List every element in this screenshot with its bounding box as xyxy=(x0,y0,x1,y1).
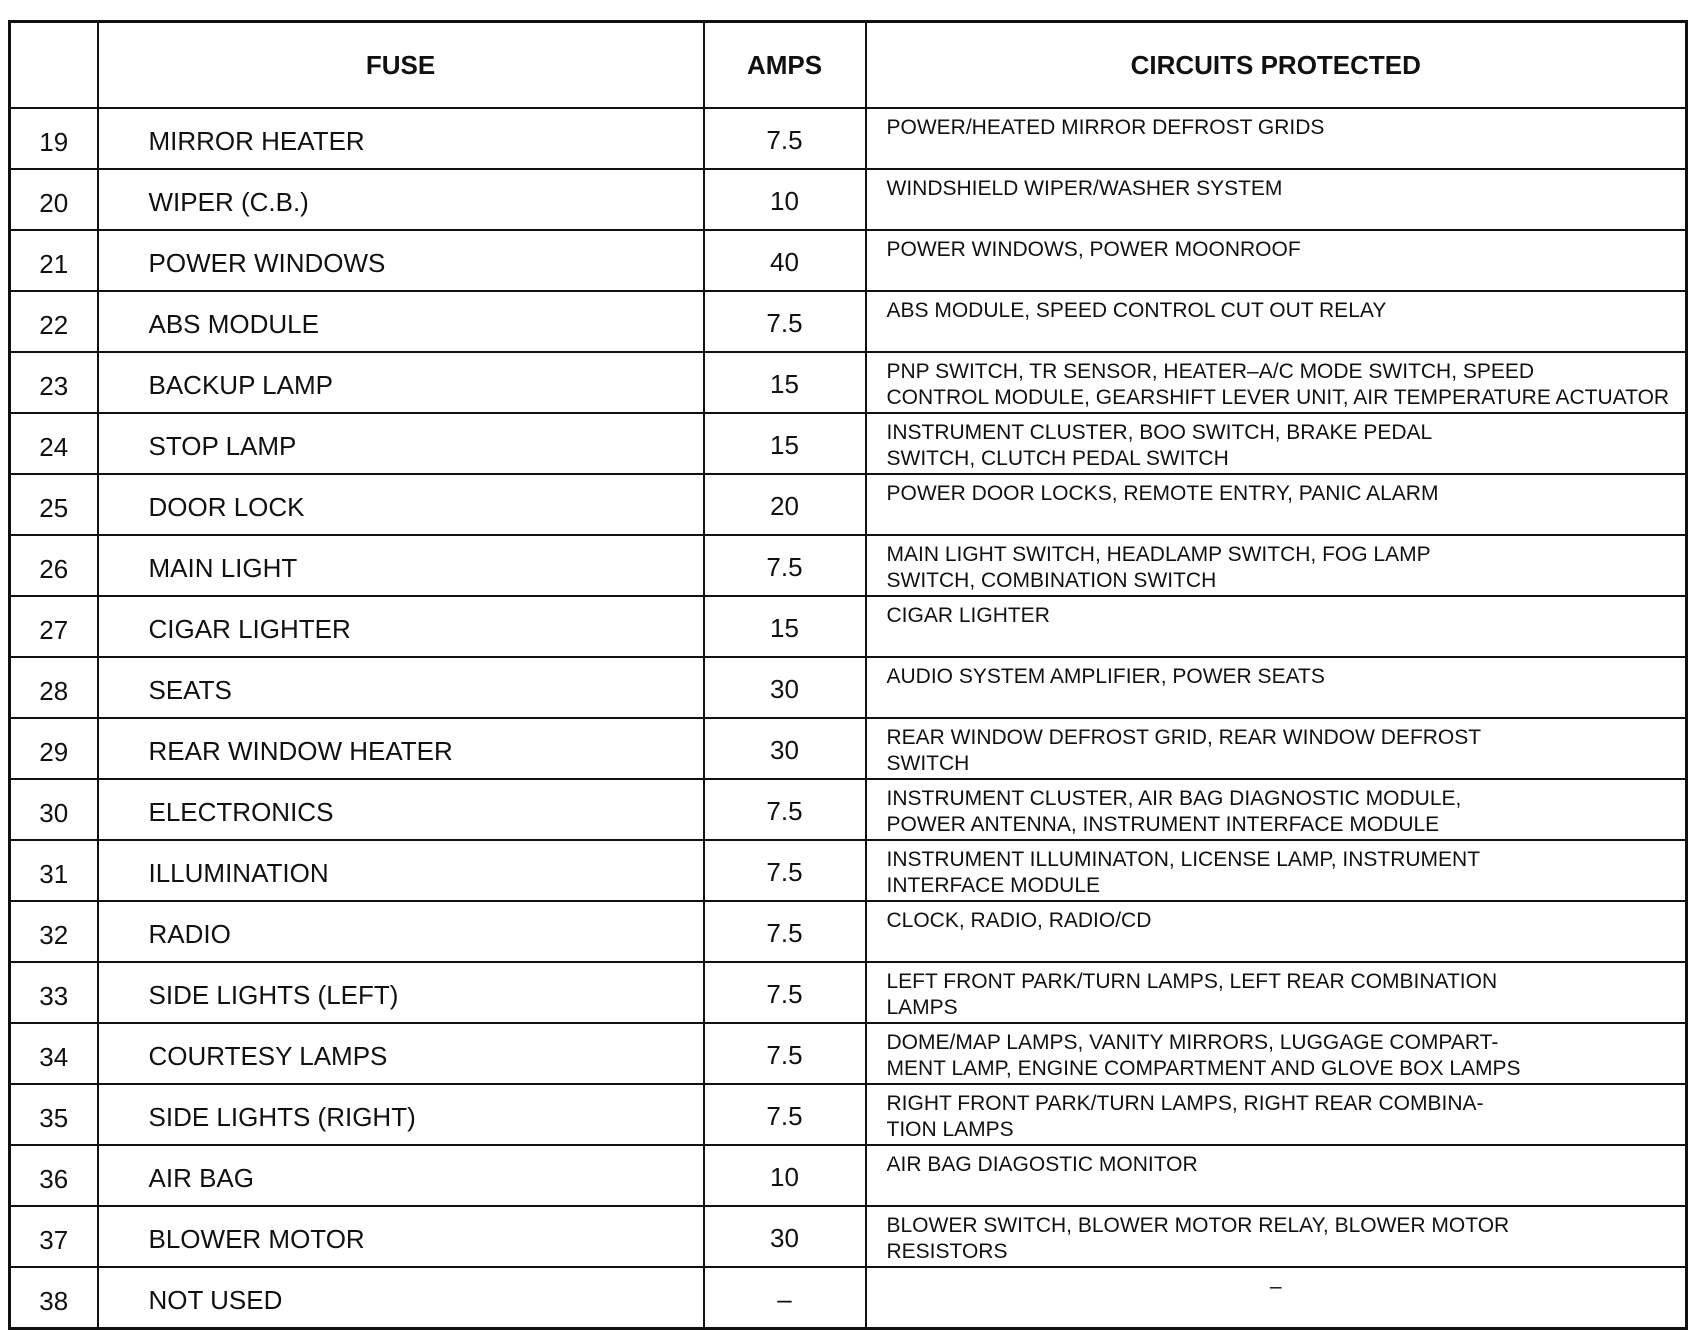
circuits-protected: INSTRUMENT CLUSTER, BOO SWITCH, BRAKE PEDAL SWITCH, CLUTCH PEDAL SWITCH xyxy=(866,413,1687,474)
fuse-amps: 30 xyxy=(704,718,866,779)
header-row xyxy=(10,22,1687,109)
fuse-amps: 15 xyxy=(704,352,866,413)
fuse-number: 23 xyxy=(10,352,98,413)
fuse-amps: 7.5 xyxy=(704,901,866,962)
fuse-name: ABS MODULE xyxy=(98,291,704,352)
fuse-amps: 20 xyxy=(704,474,866,535)
fuse-amps: – xyxy=(704,1267,866,1329)
circuits-protected: POWER DOOR LOCKS, REMOTE ENTRY, PANIC ALARM xyxy=(866,474,1687,535)
fuse-name: BACKUP LAMP xyxy=(98,352,704,413)
circuits-protected: INSTRUMENT ILLUMINATON, LICENSE LAMP, INSTRUMENT INTERFACE MODULE xyxy=(866,840,1687,901)
header-amps: AMPS xyxy=(704,22,866,109)
fuse-name: CIGAR LIGHTER xyxy=(98,596,704,657)
fuse-number: 20 xyxy=(10,169,98,230)
fuse-table xyxy=(8,20,1688,1330)
fuse-amps: 7.5 xyxy=(704,1023,866,1084)
fuse-name: SIDE LIGHTS (LEFT) xyxy=(98,962,704,1023)
fuse-number: 24 xyxy=(10,413,98,474)
fuse-number: 33 xyxy=(10,962,98,1023)
table-row xyxy=(10,535,1687,596)
circuits-protected: CLOCK, RADIO, RADIO/CD xyxy=(866,901,1687,962)
fuse-name: NOT USED xyxy=(98,1267,704,1329)
table-row xyxy=(10,962,1687,1023)
fuse-name: POWER WINDOWS xyxy=(98,230,704,291)
fuse-number: 30 xyxy=(10,779,98,840)
fuse-amps: 30 xyxy=(704,657,866,718)
header-number xyxy=(10,22,98,109)
circuits-protected: DOME/MAP LAMPS, VANITY MIRRORS, LUGGAGE COMPART- MENT LAMP, ENGINE COMPARTMENT AND GLOVE BOX LAMPS xyxy=(866,1023,1687,1084)
circuits-protected: MAIN LIGHT SWITCH, HEADLAMP SWITCH, FOG LAMP SWITCH, COMBINATION SWITCH xyxy=(866,535,1687,596)
circuits-protected: AUDIO SYSTEM AMPLIFIER, POWER SEATS xyxy=(866,657,1687,718)
circuits-protected: – xyxy=(866,1267,1687,1329)
fuse-number: 32 xyxy=(10,901,98,962)
table-row xyxy=(10,718,1687,779)
circuits-protected: LEFT FRONT PARK/TURN LAMPS, LEFT REAR COMBINATION LAMPS xyxy=(866,962,1687,1023)
fuse-name: WIPER (C.B.) xyxy=(98,169,704,230)
fuse-amps: 7.5 xyxy=(704,1084,866,1145)
fuse-number: 21 xyxy=(10,230,98,291)
table-row xyxy=(10,657,1687,718)
circuits-protected: RIGHT FRONT PARK/TURN LAMPS, RIGHT REAR COMBINA- TION LAMPS xyxy=(866,1084,1687,1145)
circuits-protected: REAR WINDOW DEFROST GRID, REAR WINDOW DEFROST SWITCH xyxy=(866,718,1687,779)
fuse-name: ILLUMINATION xyxy=(98,840,704,901)
fuse-amps: 7.5 xyxy=(704,108,866,169)
table-row xyxy=(10,901,1687,962)
table-row xyxy=(10,413,1687,474)
fuse-amps: 15 xyxy=(704,596,866,657)
circuits-protected: CIGAR LIGHTER xyxy=(866,596,1687,657)
fuse-name: STOP LAMP xyxy=(98,413,704,474)
header-circuits: CIRCUITS PROTECTED xyxy=(866,22,1687,109)
table-row xyxy=(10,596,1687,657)
fuse-number: 27 xyxy=(10,596,98,657)
table-row xyxy=(10,352,1687,413)
fuse-number: 31 xyxy=(10,840,98,901)
table-row xyxy=(10,1023,1687,1084)
fuse-amps: 10 xyxy=(704,1145,866,1206)
fuse-name: DOOR LOCK xyxy=(98,474,704,535)
fuse-name: SEATS xyxy=(98,657,704,718)
fuse-number: 35 xyxy=(10,1084,98,1145)
fuse-number: 19 xyxy=(10,108,98,169)
fuse-amps: 10 xyxy=(704,169,866,230)
table-row xyxy=(10,108,1687,169)
fuse-number: 29 xyxy=(10,718,98,779)
circuits-protected: POWER/HEATED MIRROR DEFROST GRIDS xyxy=(866,108,1687,169)
circuits-protected: INSTRUMENT CLUSTER, AIR BAG DIAGNOSTIC MODULE, POWER ANTENNA, INSTRUMENT INTERFACE MODULE xyxy=(866,779,1687,840)
fuse-amps: 7.5 xyxy=(704,291,866,352)
fuse-name: REAR WINDOW HEATER xyxy=(98,718,704,779)
fuse-amps: 7.5 xyxy=(704,779,866,840)
fuse-amps: 7.5 xyxy=(704,535,866,596)
table-row xyxy=(10,1267,1687,1329)
table-row xyxy=(10,474,1687,535)
fuse-name: AIR BAG xyxy=(98,1145,704,1206)
fuse-amps: 7.5 xyxy=(704,840,866,901)
fuse-number: 36 xyxy=(10,1145,98,1206)
fuse-name: SIDE LIGHTS (RIGHT) xyxy=(98,1084,704,1145)
fuse-amps: 40 xyxy=(704,230,866,291)
fuse-amps: 15 xyxy=(704,413,866,474)
table-row xyxy=(10,1206,1687,1267)
table-row xyxy=(10,230,1687,291)
fuse-number: 37 xyxy=(10,1206,98,1267)
circuits-protected: POWER WINDOWS, POWER MOONROOF xyxy=(866,230,1687,291)
circuits-protected: ABS MODULE, SPEED CONTROL CUT OUT RELAY xyxy=(866,291,1687,352)
fuse-number: 22 xyxy=(10,291,98,352)
fuse-name: ELECTRONICS xyxy=(98,779,704,840)
circuits-protected: BLOWER SWITCH, BLOWER MOTOR RELAY, BLOWER MOTOR RESISTORS xyxy=(866,1206,1687,1267)
header-fuse: FUSE xyxy=(98,22,704,109)
fuse-name: BLOWER MOTOR xyxy=(98,1206,704,1267)
fuse-number: 28 xyxy=(10,657,98,718)
fuse-amps: 7.5 xyxy=(704,962,866,1023)
table-row xyxy=(10,291,1687,352)
circuits-protected: AIR BAG DIAGOSTIC MONITOR xyxy=(866,1145,1687,1206)
fuse-number: 26 xyxy=(10,535,98,596)
fuse-amps: 30 xyxy=(704,1206,866,1267)
fuse-number: 38 xyxy=(10,1267,98,1329)
table-row xyxy=(10,840,1687,901)
table-row xyxy=(10,1145,1687,1206)
table-row xyxy=(10,169,1687,230)
table-row xyxy=(10,779,1687,840)
circuits-protected: PNP SWITCH, TR SENSOR, HEATER–A/C MODE SWITCH, SPEED CONTROL MODULE, GEARSHIFT LEVER UNIT, AIR TEMPERATURE ACTUATOR xyxy=(866,352,1687,413)
circuits-protected: WINDSHIELD WIPER/WASHER SYSTEM xyxy=(866,169,1687,230)
fuse-number: 34 xyxy=(10,1023,98,1084)
fuse-number: 25 xyxy=(10,474,98,535)
fuse-name: MIRROR HEATER xyxy=(98,108,704,169)
fuse-name: MAIN LIGHT xyxy=(98,535,704,596)
fuse-name: RADIO xyxy=(98,901,704,962)
table-row xyxy=(10,1084,1687,1145)
fuse-name: COURTESY LAMPS xyxy=(98,1023,704,1084)
